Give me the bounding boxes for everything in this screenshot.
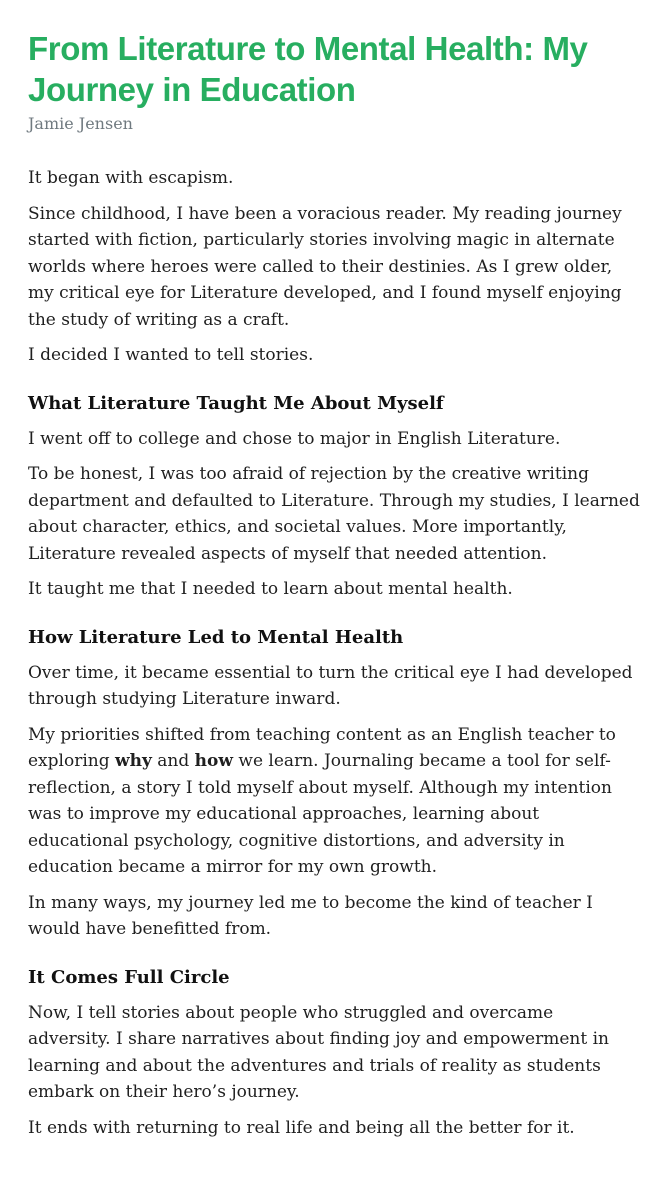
section-paragraph: In many ways, my journey led me to become the kind of teacher I would have benefitted from. bbox=[28, 892, 593, 939]
intro-paragraph: I decided I wanted to tell stories. bbox=[28, 345, 314, 365]
section-paragraph: I went off to college and chose to major in English Literature. bbox=[28, 428, 561, 449]
intro-paragraph: Since childhood, I have been a voracious reader. My reading journey started with fiction, particularly stories involving magic in alternate worlds where heroes were called to their destinies. As I grew older, my critical eye for Literature developed, and I found myself enjoying the study of writing as a craft. bbox=[28, 203, 622, 330]
emphasis-why: why bbox=[115, 751, 152, 771]
intro-paragraph: It began with escapism. bbox=[28, 168, 234, 188]
article-body bbox=[28, 165, 641, 1141]
text-run: My priorities shifted from teaching content as an English teacher to exploring bbox=[28, 724, 616, 771]
section-paragraph bbox=[28, 722, 641, 881]
section-paragraph: Now, I tell stories about people who struggled and overcame adversity. I share narratives about finding joy and empowerment in learning and about the adventures and trials of reality as students embark on their hero’s journey. bbox=[28, 1002, 609, 1102]
section-paragraph: Over time, it became essential to turn the critical eye I had developed through studying Literature inward. bbox=[28, 662, 633, 709]
section-heading: It Comes Full Circle bbox=[28, 966, 230, 988]
section-paragraph: It taught me that I needed to learn about mental health. bbox=[28, 579, 513, 599]
section-heading: What Literature Taught Me About Myself bbox=[28, 392, 444, 414]
section-paragraph: To be honest, I was too afraid of rejection by the creative writing department and defaulted to Literature. Through my studies, I learned about character, ethics, and societal values. More importantly, Literature revealed aspects of myself that needed attention. bbox=[28, 464, 640, 564]
text-run: we learn. Journaling became a tool for self-reflection, a story I told myself about myself. Although my intention was to improve my educational approaches, learning about educational psychology, cognitive distortions, and adversity in education became a mirror for my own growth. bbox=[28, 751, 612, 877]
section-paragraph: It ends with returning to real life and being all the better for it. bbox=[28, 1117, 575, 1138]
emphasis-how: how bbox=[194, 751, 234, 771]
author-name: Jamie Jensen bbox=[28, 114, 133, 133]
section-heading: How Literature Led to Mental Health bbox=[28, 626, 404, 648]
text-run: and bbox=[151, 751, 195, 771]
article-title: From Literature to Mental Health: My Journey in Education bbox=[28, 30, 588, 108]
